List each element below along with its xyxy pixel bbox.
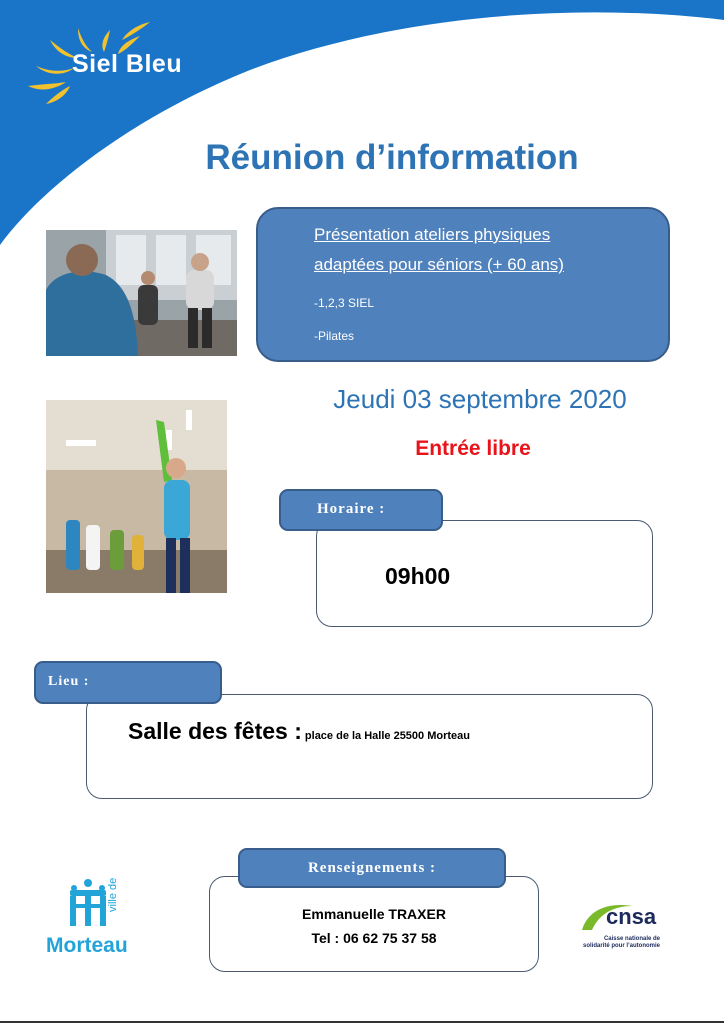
cnsa-logo-text: cnsa [606,904,657,929]
morteau-logo-icon [66,878,110,928]
contact-phone: Tel : 06 62 75 37 58 [311,930,437,946]
lieu-address-line [128,718,470,745]
photo-exercise-class [46,230,237,356]
presentation-line-1: Présentation ateliers physiques [314,225,551,244]
lieu-tab [34,661,222,704]
presentation-item: -1,2,3 SIEL [314,296,375,310]
lieu-frame [86,694,653,799]
siel-bleu-logo: Siel Bleu [72,50,183,78]
lieu-name: Salle des fêtes : [128,718,302,744]
presentation-line-2: adaptées pour séniors (+ 60 ans) [314,255,564,274]
photo-stretching-class [46,400,227,593]
presentation-box [256,207,670,362]
renseignements-frame [209,876,539,972]
horaire-label: Horaire : [317,501,386,517]
lieu-address: place de la Halle 25500 Morteau [301,730,470,742]
presentation-item: -Pilates [314,329,355,343]
horaire-frame [316,520,653,627]
cnsa-subtitle: Caisse nationale de solidarité pour l’autonomie [582,936,660,949]
renseignements-label: Renseignements : [307,860,437,876]
entree-libre: Entrée libre [415,437,531,460]
lieu-label: Lieu : [48,674,90,689]
horaire-time: 09h00 [385,563,451,589]
morteau-logo-text: Morteau [46,934,128,957]
renseignements-tab [238,848,506,888]
horaire-tab [279,489,443,531]
bottom-divider [0,1021,724,1023]
ville-de-label: ville de [107,877,119,912]
page-title: Réunion d’information [205,138,579,177]
contact-name: Emmanuelle TRAXER [302,906,446,922]
event-date: Jeudi 03 septembre 2020 [333,384,627,414]
